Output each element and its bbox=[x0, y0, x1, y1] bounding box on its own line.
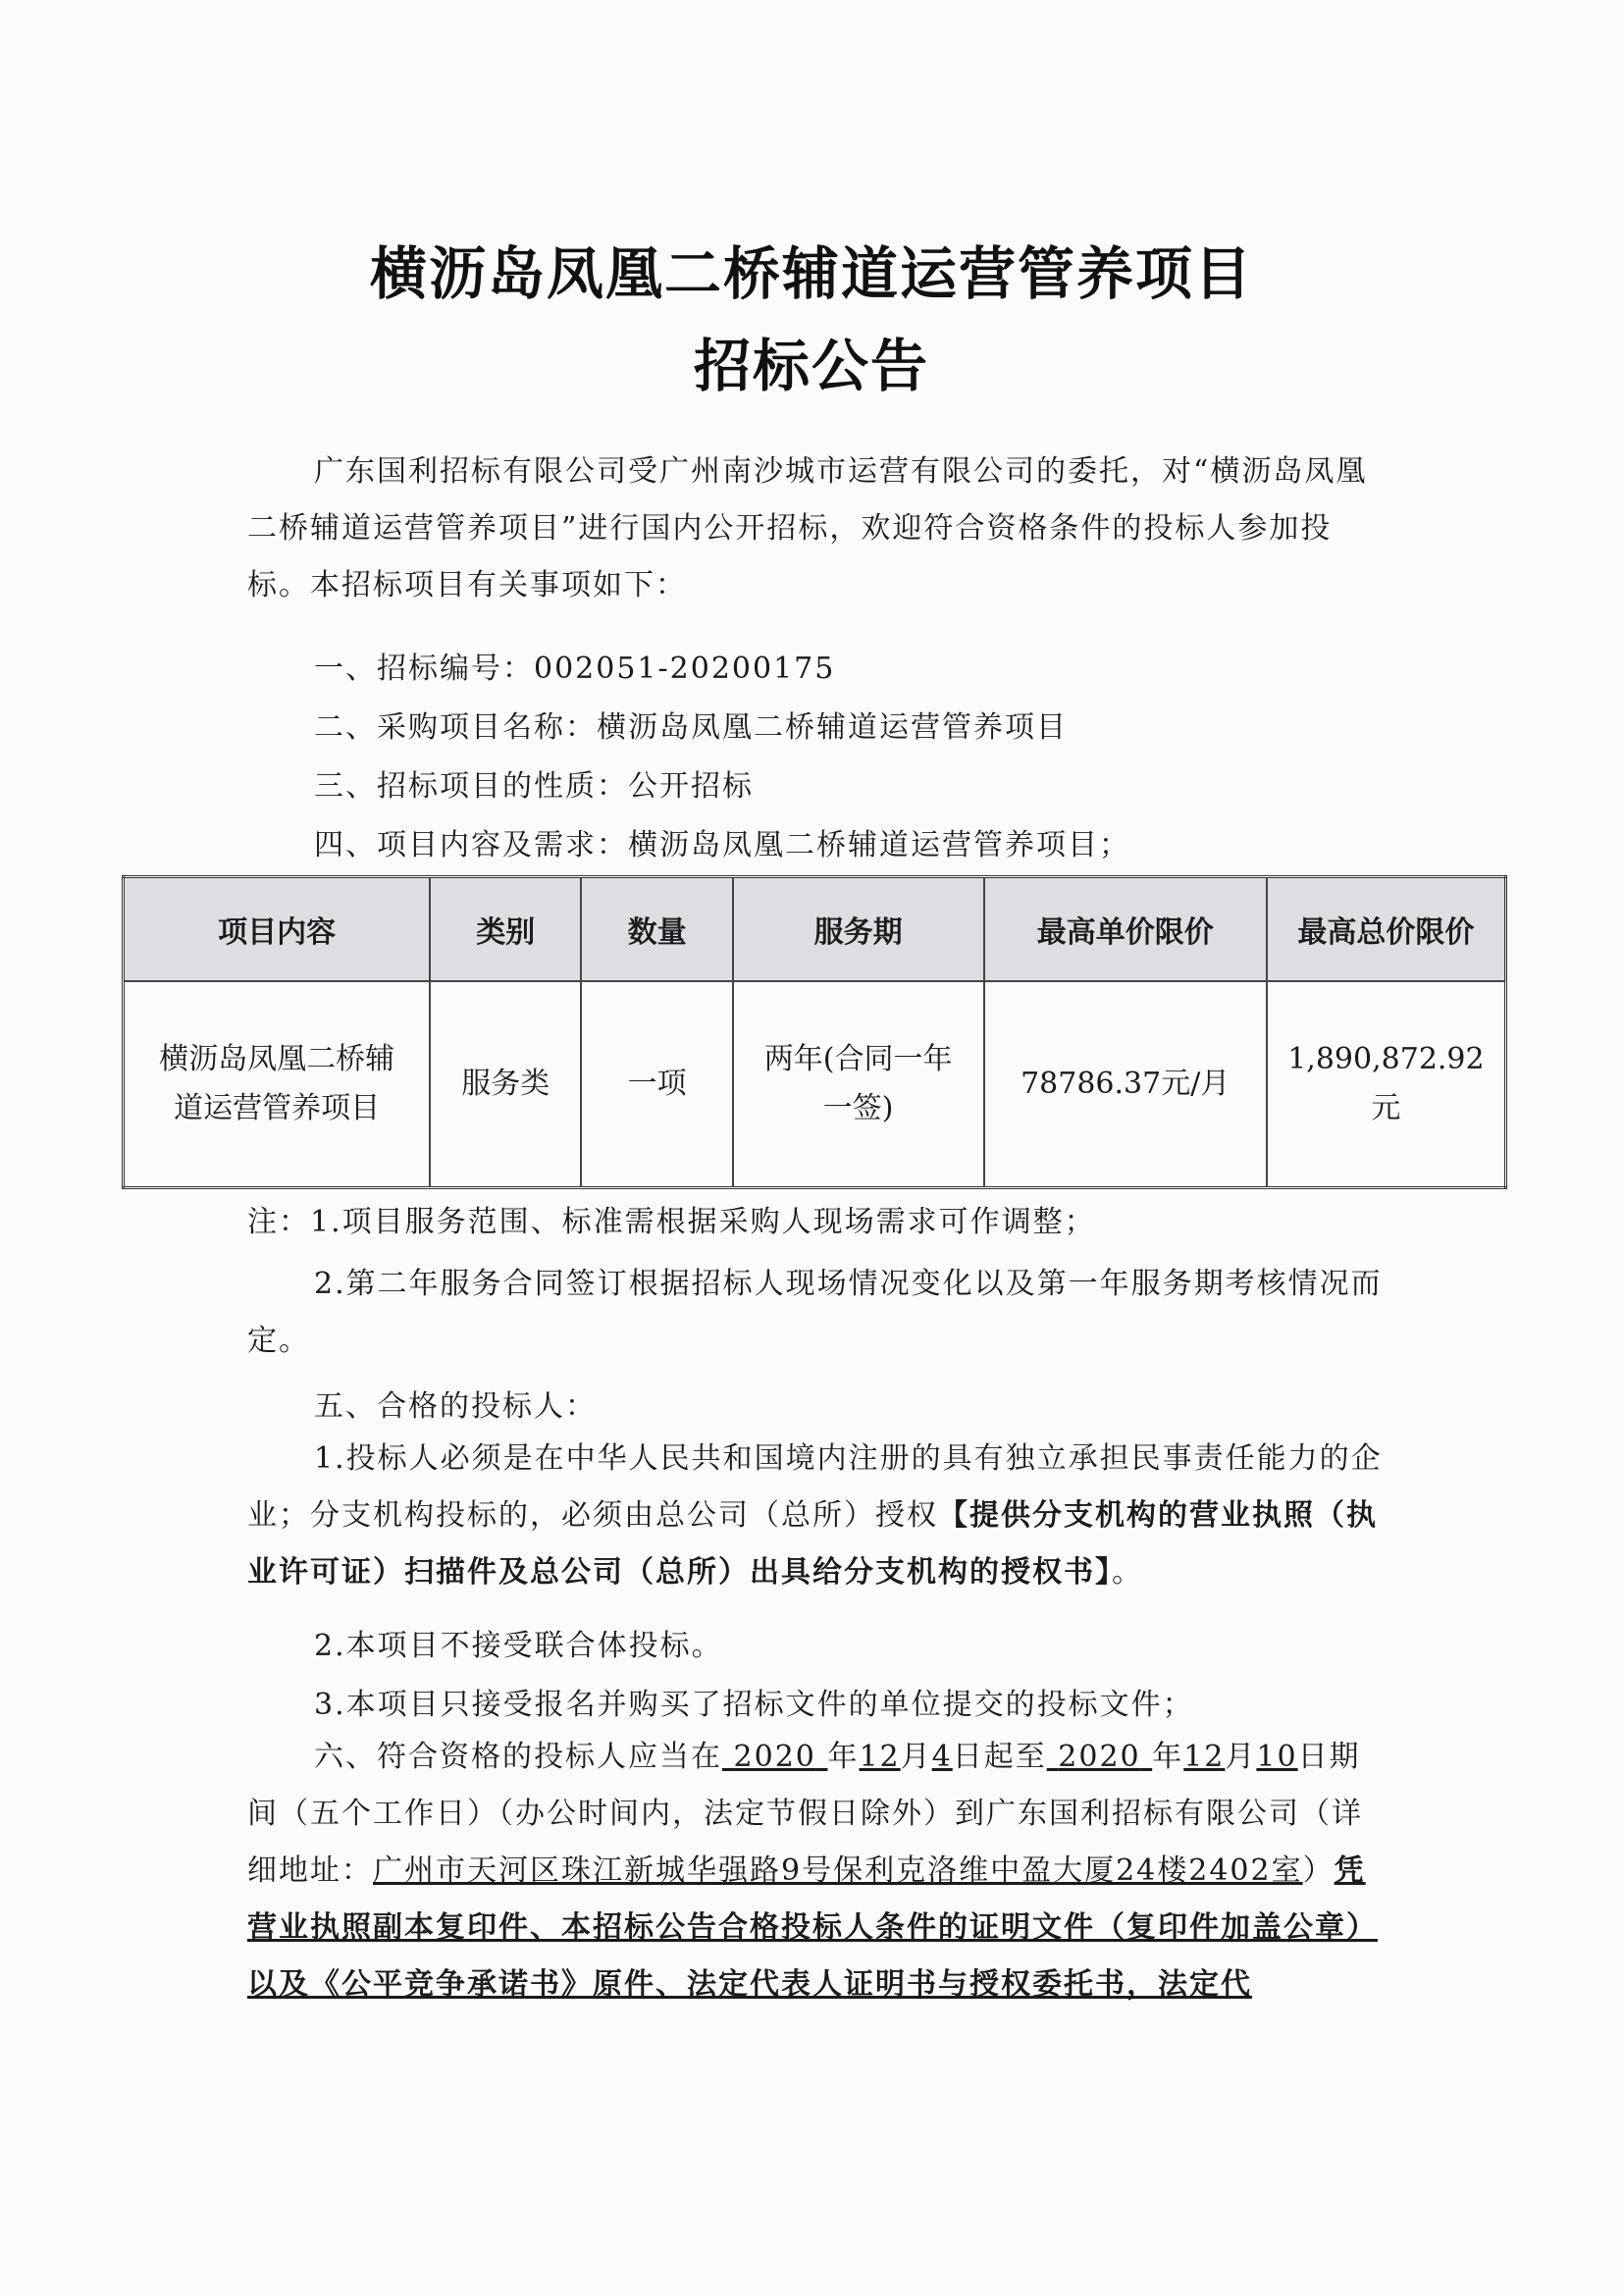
requirement-2: 2.本项目不接受联合体投标。 bbox=[314, 1629, 723, 1663]
header-category: 类别 bbox=[430, 877, 581, 982]
requirement-1-end: 。 bbox=[1112, 1555, 1143, 1590]
requirement-1 bbox=[247, 1431, 1386, 1601]
cell-unit-price: 78786.37元/月 bbox=[984, 981, 1267, 1188]
s6-day1: 4 bbox=[931, 1740, 953, 1774]
cell-quantity: 一项 bbox=[581, 981, 732, 1188]
s6-text8: ） bbox=[1302, 1853, 1335, 1888]
project-table bbox=[122, 875, 1507, 1189]
cell-category: 服务类 bbox=[430, 981, 581, 1188]
item-project-content: 四、项目内容及需求：横沥岛凤凰二桥辅道运营管养项目； bbox=[314, 828, 1130, 862]
s6-text4: 日起至 bbox=[952, 1740, 1047, 1774]
section5-heading: 五、合格的投标人： bbox=[314, 1389, 597, 1424]
s6-address: 广州市天河区珠江新城华强路9号保利克洛维中盈大厦24楼2402室 bbox=[373, 1853, 1303, 1888]
document-title-line1: 横沥岛凤凰二桥辅道运营管养项目 bbox=[369, 240, 1253, 307]
intro-paragraph: 广东国利招标有限公司受广州南沙城市运营有限公司的委托，对“横沥岛凤凰二桥辅道运营管养项目”进行国内公开招标，欢迎符合资格条件的投标人参加投标。本招标项目有关事项如下： bbox=[247, 454, 1368, 602]
cell-total-price: 1,890,872.92元 bbox=[1267, 981, 1506, 1188]
s6-text5: 年 bbox=[1152, 1740, 1184, 1774]
requirement-3: 3.本项目只接受报名并购买了招标文件的单位提交的投标文件； bbox=[314, 1688, 1194, 1722]
requirement-1-text: 1.投标人必须是在中华人民共和国境内注册的具有独立承担民事责任能力的企业；分支机构投标的，必须由总公司（总所）授权 bbox=[247, 1441, 1383, 1533]
s6-month1: 12 bbox=[859, 1740, 901, 1774]
s6-year2-value: 2020 bbox=[1058, 1740, 1141, 1774]
cell-period: 两年(合同一年一签) bbox=[733, 981, 984, 1188]
item-tender-number: 一、招标编号：002051-20200175 bbox=[314, 652, 836, 686]
header-unit-price: 最高单价限价 bbox=[984, 877, 1267, 982]
s6-text7: 日期间（五个工作日）（办公时间内，法定节假日除外）到广东国利招标有限公司（详细地址： bbox=[247, 1740, 1363, 1888]
item-project-name: 二、采购项目名称：横沥岛凤凰二桥辅道运营管养项目 bbox=[314, 710, 1068, 745]
s6-year1-value: 2020 bbox=[733, 1740, 816, 1774]
header-content: 项目内容 bbox=[124, 877, 431, 982]
header-quantity: 数量 bbox=[581, 877, 732, 982]
document-title-line2: 招标公告 bbox=[693, 333, 929, 399]
header-total-price: 最高总价限价 bbox=[1267, 877, 1506, 982]
header-period: 服务期 bbox=[733, 877, 984, 982]
s6-month2: 12 bbox=[1183, 1740, 1226, 1774]
cell-content: 横沥岛凤凰二桥辅道运营管养项目 bbox=[124, 981, 431, 1188]
note-2: 2.第二年服务合同签订根据招标人现场情况变化以及第一年服务期考核情况而定。 bbox=[247, 1267, 1383, 1358]
table-header-row bbox=[124, 877, 1506, 982]
s6-bold-requirements: 凭营业执照副本复印件、本招标公告合格投标人条件的证明文件（复印件加盖公章）以及《公平竞争承诺书》原件、法定代表人证明书与授权委托书，法定代 bbox=[247, 1853, 1378, 2002]
item-tender-nature: 三、招标项目的性质：公开招标 bbox=[314, 769, 754, 804]
s6-text3: 月 bbox=[900, 1740, 932, 1774]
table-row bbox=[124, 981, 1506, 1188]
s6-day2: 10 bbox=[1256, 1740, 1298, 1774]
s6-text1: 六、符合资格的投标人应当在 bbox=[314, 1740, 722, 1774]
s6-text6: 月 bbox=[1225, 1740, 1257, 1774]
s6-year2 bbox=[1047, 1740, 1152, 1774]
requirement-1-bold: 【提供分支机构的营业执照（执业许可证）扫描件及总公司（总所）出具给分支机构的授权书】 bbox=[247, 1498, 1378, 1590]
s6-text2: 年 bbox=[827, 1740, 860, 1774]
section6-paragraph bbox=[247, 1729, 1386, 2013]
s6-year1 bbox=[722, 1740, 827, 1774]
note-1: 注：1.项目服务范围、标准需根据采购人现场需求可作调整； bbox=[247, 1205, 1096, 1239]
